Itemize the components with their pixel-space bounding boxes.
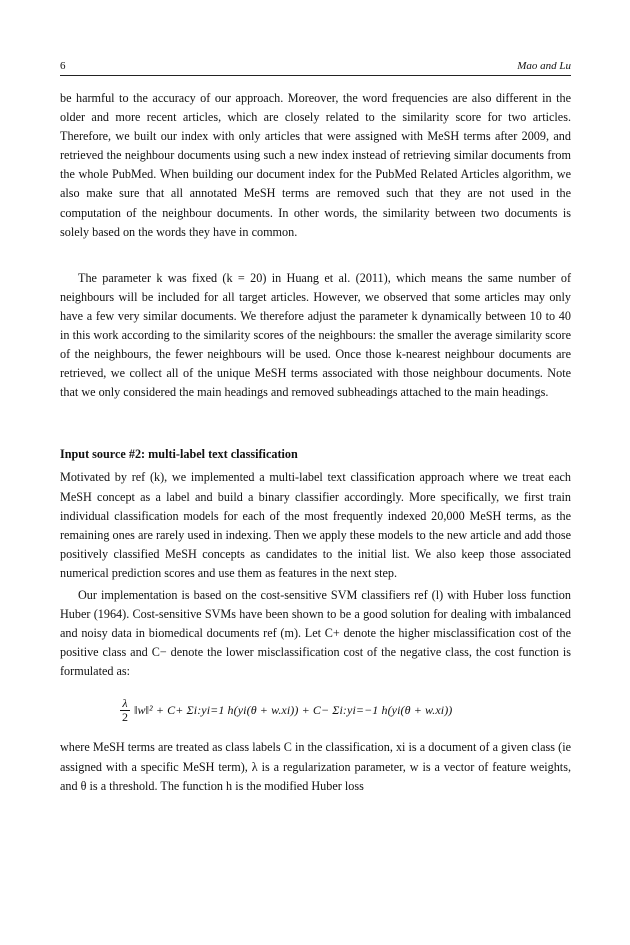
- paper-page: [60, 60, 571, 796]
- cost-function-equation: [120, 697, 571, 724]
- running-authors: Mao and Lu: [517, 60, 571, 72]
- paragraph-3: Motivated by ref (k), we implemented a multi-label text classification approach where we treat each MeSH concept as a label and build a binary classifier accordingly. More specifically, we first train individual classification models for each of the most frequently indexed 20,000 MeSH terms, as the remaining ones are rarely used in indexing. Then we apply these models to the new article and add those positively classified MeSH concepts as candidates to the initial list. We also keep those associated numerical prediction scores and use them as features in the next step.: [60, 470, 571, 580]
- paragraph-4: Our implementation is based on the cost-sensitive SVM classifiers ref (l) with Huber loss function Huber (1964). Cost-sensitive SVMs have been shown to be a good solution for dealing with imbalanced and noisy data in biomedical documents ref (m). Let C+ denote the higher misclassification cost of the positive class and C− denote the lower misclassification cost of the negative class, the cost function is formulated as:: [60, 587, 571, 679]
- equation-fraction: [120, 697, 130, 724]
- fraction-numerator: λ: [122, 696, 128, 711]
- fraction-denominator: 2: [122, 710, 128, 725]
- section-title: Input source #2: multi-label text classification: [60, 447, 298, 462]
- paragraph-5: where MeSH terms are treated as class labels C in the classification, xi is a document of a given class (ie assigned with a specific MeSH term), λ is a regularization parameter, w is a vector of feature weights, and θ is a threshold. The function h is the modified Huber loss: [60, 740, 571, 793]
- equation-body: ‖w‖² + C+ Σi:yi=1 h(yi(θ + w.xi)) + C− Σi:yi=−1 h(yi(θ + w.xi)): [134, 703, 453, 718]
- paragraph-2: The parameter k was fixed (k = 20) in Huang et al. (2011), which means the same number of neighbours will be included for all target articles. However, we observed that some articles may only have a few very similar documents. We therefore adjust the parameter k dynamically between 10 to 40 in this work according to the similarity scores of the neighbours: the smaller the average similarity score of the neighbours, the fewer neighbours will be used. Once those k-nearest neighbour documents are retrieved, we collect all of the unique MeSH terms associated with those neighbour documents. Note that we only considered the main headings and removed subheadings attached to the main headings.: [60, 270, 571, 400]
- running-header: [60, 60, 571, 76]
- paragraph-1: be harmful to the accuracy of our approach. Moreover, the word frequencies are also different in the older and more recent articles, which are closely related to the similarity score for two articles. Therefore, we built our index with only articles that were assigned with MeSH terms after 2009, and retrieved the neighbour documents using such a new index instead of retrieving similar documents from the whole PubMed. When building our document index for the PubMed Related Articles algorithm, we also make sure that all annotated MeSH terms are removed such that they are not used in the computation of the neighbour documents. In other words, the similarity between two documents is solely based on the words they have in common.: [60, 91, 571, 239]
- page-number: 6: [60, 60, 66, 72]
